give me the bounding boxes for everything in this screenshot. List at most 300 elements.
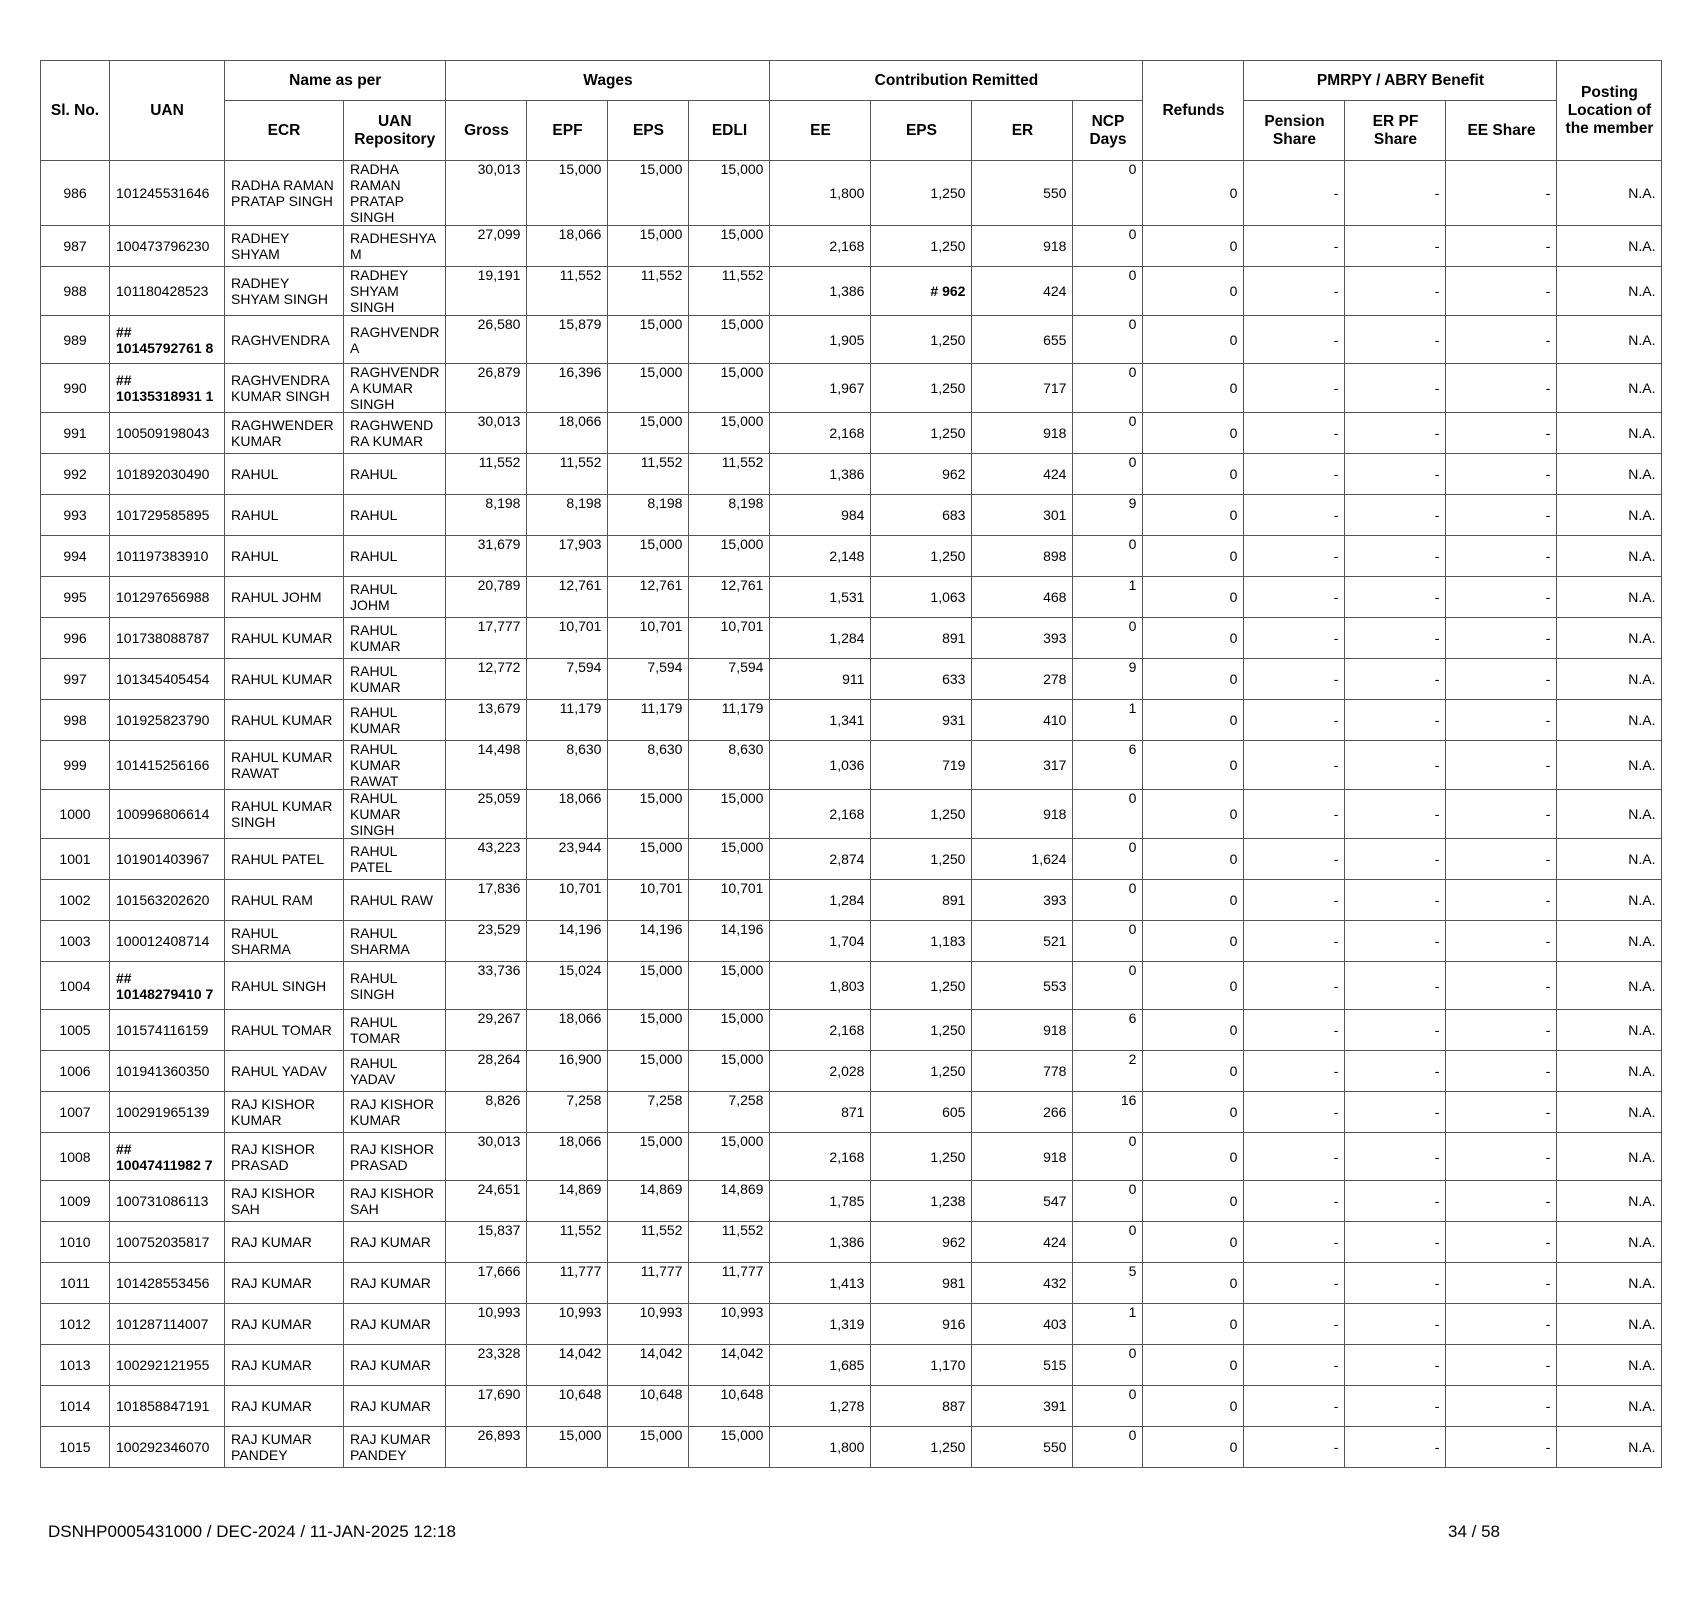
cell-wage-eps: 15,000 — [608, 1133, 689, 1181]
cell-pension-share: - — [1244, 1304, 1345, 1345]
cell-pension-share: - — [1244, 1181, 1345, 1222]
cell-wage-edli: 11,552 — [689, 267, 770, 316]
cell-contribution-ee: 1,386 — [770, 1222, 871, 1263]
cell-contribution-ee: 2,168 — [770, 1133, 871, 1181]
cell-contribution-er: 547 — [972, 1181, 1073, 1222]
table-row — [41, 790, 1662, 839]
cell-contribution-ee: 1,685 — [770, 1345, 871, 1386]
cell-contribution-eps: 633 — [871, 659, 972, 700]
cell-contribution-ee: 2,168 — [770, 413, 871, 454]
header-er-pf-share: ER PF Share — [1345, 101, 1446, 161]
cell-contribution-er: 424 — [972, 267, 1073, 316]
table-row — [41, 1092, 1662, 1133]
cell-er-pf-share: - — [1345, 1386, 1446, 1427]
table-row — [41, 1051, 1662, 1092]
cell-uan: 101738088787 — [110, 618, 225, 659]
page-number: 34 / 58 — [1448, 1522, 1500, 1541]
cell-sl-no: 1007 — [41, 1092, 110, 1133]
cell-ncp-days: 0 — [1073, 267, 1143, 316]
cell-wage-eps: 15,000 — [608, 1010, 689, 1051]
cell-contribution-er: 410 — [972, 700, 1073, 741]
cell-pension-share: - — [1244, 316, 1345, 364]
cell-wage-gross: 10,993 — [446, 1304, 527, 1345]
cell-pension-share: - — [1244, 839, 1345, 880]
table-row — [41, 1222, 1662, 1263]
cell-name-ecr: RAJ KISHOR KUMAR — [225, 1092, 344, 1133]
cell-name-ecr: RADHEY SHYAM SINGH — [225, 267, 344, 316]
cell-wage-gross: 20,789 — [446, 577, 527, 618]
cell-name-uan-repository: RADHESHYA M — [344, 226, 446, 267]
cell-wage-edli: 10,701 — [689, 618, 770, 659]
cell-ncp-days: 9 — [1073, 495, 1143, 536]
cell-posting-location: N.A. — [1557, 1222, 1662, 1263]
cell-contribution-eps: 962 — [871, 454, 972, 495]
cell-contribution-ee: 1,785 — [770, 1181, 871, 1222]
cell-wage-gross: 30,013 — [446, 161, 527, 226]
cell-contribution-er: 266 — [972, 1092, 1073, 1133]
table-row — [41, 1386, 1662, 1427]
cell-refunds: 0 — [1143, 495, 1244, 536]
table-row — [41, 1010, 1662, 1051]
cell-posting-location: N.A. — [1557, 226, 1662, 267]
header-row-1 — [41, 61, 1662, 101]
cell-wage-epf: 11,552 — [527, 267, 608, 316]
cell-wage-gross: 26,580 — [446, 316, 527, 364]
cell-er-pf-share: - — [1345, 413, 1446, 454]
cell-uan: 101892030490 — [110, 454, 225, 495]
cell-name-uan-repository: RAJ KUMAR PANDEY — [344, 1427, 446, 1468]
table-row — [41, 364, 1662, 413]
cell-wage-eps: 11,552 — [608, 1222, 689, 1263]
cell-wage-epf: 14,042 — [527, 1345, 608, 1386]
table-row — [41, 1181, 1662, 1222]
cell-name-uan-repository: RAJ KISHOR SAH — [344, 1181, 446, 1222]
cell-ee-share: - — [1446, 364, 1557, 413]
cell-contribution-eps: 1,250 — [871, 1051, 972, 1092]
cell-pension-share: - — [1244, 659, 1345, 700]
cell-er-pf-share: - — [1345, 1181, 1446, 1222]
cell-wage-gross: 43,223 — [446, 839, 527, 880]
cell-contribution-eps: # 962 — [871, 267, 972, 316]
cell-name-uan-repository: RAHUL SHARMA — [344, 921, 446, 962]
cell-ee-share: - — [1446, 880, 1557, 921]
cell-pension-share: - — [1244, 921, 1345, 962]
cell-refunds: 0 — [1143, 618, 1244, 659]
cell-pension-share: - — [1244, 495, 1345, 536]
cell-wage-edli: 15,000 — [689, 316, 770, 364]
cell-wage-epf: 11,777 — [527, 1263, 608, 1304]
cell-wage-eps: 14,042 — [608, 1345, 689, 1386]
cell-sl-no: 1009 — [41, 1181, 110, 1222]
cell-posting-location: N.A. — [1557, 659, 1662, 700]
cell-refunds: 0 — [1143, 267, 1244, 316]
header-gross: Gross — [446, 101, 527, 161]
table-row — [41, 1133, 1662, 1181]
cell-posting-location: N.A. — [1557, 536, 1662, 577]
cell-uan: 100509198043 — [110, 413, 225, 454]
cell-ncp-days: 0 — [1073, 226, 1143, 267]
cell-ee-share: - — [1446, 1263, 1557, 1304]
cell-name-uan-repository: RAHUL YADAV — [344, 1051, 446, 1092]
cell-ee-share: - — [1446, 700, 1557, 741]
table-row — [41, 700, 1662, 741]
table-row — [41, 267, 1662, 316]
header-ecr: ECR — [225, 101, 344, 161]
cell-wage-eps: 11,552 — [608, 454, 689, 495]
cell-contribution-ee: 911 — [770, 659, 871, 700]
table-row — [41, 161, 1662, 226]
cell-wage-edli: 15,000 — [689, 839, 770, 880]
cell-name-ecr: RAJ KUMAR — [225, 1222, 344, 1263]
cell-pension-share: - — [1244, 364, 1345, 413]
cell-refunds: 0 — [1143, 1092, 1244, 1133]
cell-contribution-ee: 1,803 — [770, 962, 871, 1010]
cell-contribution-er: 655 — [972, 316, 1073, 364]
cell-contribution-ee: 2,028 — [770, 1051, 871, 1092]
cell-ee-share: - — [1446, 316, 1557, 364]
cell-wage-epf: 10,648 — [527, 1386, 608, 1427]
cell-wage-eps: 14,869 — [608, 1181, 689, 1222]
cell-contribution-eps: 916 — [871, 1304, 972, 1345]
cell-wage-edli: 10,648 — [689, 1386, 770, 1427]
header-epf: EPF — [527, 101, 608, 161]
cell-posting-location: N.A. — [1557, 1133, 1662, 1181]
cell-contribution-ee: 1,386 — [770, 454, 871, 495]
cell-ee-share: - — [1446, 1386, 1557, 1427]
cell-sl-no: 996 — [41, 618, 110, 659]
cell-posting-location: N.A. — [1557, 921, 1662, 962]
cell-name-ecr: RAHUL YADAV — [225, 1051, 344, 1092]
cell-name-uan-repository: RADHEY SHYAM SINGH — [344, 267, 446, 316]
cell-contribution-eps: 931 — [871, 700, 972, 741]
cell-refunds: 0 — [1143, 226, 1244, 267]
cell-contribution-ee: 1,386 — [770, 267, 871, 316]
cell-wage-epf: 14,869 — [527, 1181, 608, 1222]
header-row-2 — [41, 101, 1662, 161]
cell-contribution-eps: 1,250 — [871, 1133, 972, 1181]
cell-wage-eps: 15,000 — [608, 839, 689, 880]
cell-wage-edli: 7,258 — [689, 1092, 770, 1133]
cell-ncp-days: 9 — [1073, 659, 1143, 700]
cell-contribution-er: 515 — [972, 1345, 1073, 1386]
cell-wage-edli: 12,761 — [689, 577, 770, 618]
table-row — [41, 921, 1662, 962]
cell-sl-no: 1006 — [41, 1051, 110, 1092]
cell-sl-no: 989 — [41, 316, 110, 364]
cell-pension-share: - — [1244, 536, 1345, 577]
cell-name-uan-repository: RAHUL KUMAR RAWAT — [344, 741, 446, 790]
cell-wage-gross: 11,552 — [446, 454, 527, 495]
cell-name-ecr: RAHUL — [225, 495, 344, 536]
cell-ncp-days: 0 — [1073, 618, 1143, 659]
cell-sl-no: 1011 — [41, 1263, 110, 1304]
header-refunds: Refunds — [1143, 61, 1244, 161]
cell-uan: 100291965139 — [110, 1092, 225, 1133]
cell-wage-epf: 10,701 — [527, 880, 608, 921]
header-pension-share: Pension Share — [1244, 101, 1345, 161]
cell-er-pf-share: - — [1345, 536, 1446, 577]
cell-contribution-er: 1,624 — [972, 839, 1073, 880]
header-ncp-days: NCP Days — [1073, 101, 1143, 161]
header-er: ER — [972, 101, 1073, 161]
cell-ee-share: - — [1446, 1222, 1557, 1263]
cell-contribution-eps: 962 — [871, 1222, 972, 1263]
cell-pension-share: - — [1244, 267, 1345, 316]
cell-posting-location: N.A. — [1557, 700, 1662, 741]
cell-pension-share: - — [1244, 454, 1345, 495]
cell-ee-share: - — [1446, 267, 1557, 316]
cell-uan: 101729585895 — [110, 495, 225, 536]
cell-ncp-days: 0 — [1073, 536, 1143, 577]
cell-wage-edli: 11,777 — [689, 1263, 770, 1304]
cell-uan: 101287114007 — [110, 1304, 225, 1345]
cell-contribution-eps: 1,063 — [871, 577, 972, 618]
cell-uan: 100996806614 — [110, 790, 225, 839]
cell-pension-share: - — [1244, 1051, 1345, 1092]
cell-sl-no: 1015 — [41, 1427, 110, 1468]
cell-sl-no: 1008 — [41, 1133, 110, 1181]
cell-wage-epf: 18,066 — [527, 413, 608, 454]
cell-refunds: 0 — [1143, 413, 1244, 454]
cell-wage-epf: 16,396 — [527, 364, 608, 413]
cell-name-uan-repository: RAJ KUMAR — [344, 1345, 446, 1386]
cell-wage-epf: 15,024 — [527, 962, 608, 1010]
cell-contribution-ee: 871 — [770, 1092, 871, 1133]
cell-contribution-er: 424 — [972, 1222, 1073, 1263]
cell-wage-epf: 7,594 — [527, 659, 608, 700]
cell-uan: ## 10145792761 8 — [110, 316, 225, 364]
cell-wage-eps: 15,000 — [608, 226, 689, 267]
cell-pension-share: - — [1244, 1386, 1345, 1427]
cell-ncp-days: 0 — [1073, 790, 1143, 839]
cell-contribution-eps: 719 — [871, 741, 972, 790]
cell-sl-no: 987 — [41, 226, 110, 267]
cell-contribution-er: 553 — [972, 962, 1073, 1010]
cell-refunds: 0 — [1143, 700, 1244, 741]
cell-wage-gross: 29,267 — [446, 1010, 527, 1051]
cell-contribution-eps: 1,250 — [871, 413, 972, 454]
cell-ee-share: - — [1446, 839, 1557, 880]
cell-wage-edli: 15,000 — [689, 364, 770, 413]
cell-posting-location: N.A. — [1557, 1263, 1662, 1304]
cell-wage-eps: 10,993 — [608, 1304, 689, 1345]
cell-contribution-er: 550 — [972, 161, 1073, 226]
header-sl-no: Sl. No. — [41, 61, 110, 161]
cell-name-uan-repository: RAHUL RAW — [344, 880, 446, 921]
cell-wage-eps: 10,701 — [608, 618, 689, 659]
cell-sl-no: 1014 — [41, 1386, 110, 1427]
cell-contribution-eps: 683 — [871, 495, 972, 536]
cell-ncp-days: 1 — [1073, 700, 1143, 741]
cell-contribution-ee: 2,148 — [770, 536, 871, 577]
cell-uan: 101428553456 — [110, 1263, 225, 1304]
cell-contribution-er: 301 — [972, 495, 1073, 536]
cell-wage-eps: 12,761 — [608, 577, 689, 618]
cell-posting-location: N.A. — [1557, 577, 1662, 618]
cell-ee-share: - — [1446, 1345, 1557, 1386]
table-row — [41, 577, 1662, 618]
cell-wage-edli: 11,179 — [689, 700, 770, 741]
cell-wage-eps: 7,594 — [608, 659, 689, 700]
cell-sl-no: 991 — [41, 413, 110, 454]
cell-contribution-er: 393 — [972, 618, 1073, 659]
cell-wage-eps: 11,552 — [608, 267, 689, 316]
cell-wage-gross: 17,690 — [446, 1386, 527, 1427]
cell-contribution-ee: 1,800 — [770, 161, 871, 226]
cell-uan: 100292121955 — [110, 1345, 225, 1386]
table-row — [41, 1304, 1662, 1345]
cell-posting-location: N.A. — [1557, 1010, 1662, 1051]
cell-wage-eps: 15,000 — [608, 536, 689, 577]
cell-wage-edli: 15,000 — [689, 790, 770, 839]
cell-uan: 101297656988 — [110, 577, 225, 618]
cell-contribution-er: 778 — [972, 1051, 1073, 1092]
cell-name-uan-repository: RAHUL KUMAR — [344, 659, 446, 700]
cell-sl-no: 1013 — [41, 1345, 110, 1386]
cell-er-pf-share: - — [1345, 364, 1446, 413]
cell-contribution-ee: 2,168 — [770, 790, 871, 839]
cell-wage-eps: 8,630 — [608, 741, 689, 790]
cell-name-uan-repository: RAHUL — [344, 536, 446, 577]
cell-wage-edli: 15,000 — [689, 226, 770, 267]
cell-refunds: 0 — [1143, 364, 1244, 413]
cell-name-uan-repository: RAHUL — [344, 454, 446, 495]
cell-wage-gross: 19,191 — [446, 267, 527, 316]
header-posting-location: Posting Location of the member — [1557, 61, 1662, 161]
cell-er-pf-share: - — [1345, 1345, 1446, 1386]
cell-posting-location: N.A. — [1557, 1427, 1662, 1468]
cell-posting-location: N.A. — [1557, 1181, 1662, 1222]
cell-wage-edli: 15,000 — [689, 1010, 770, 1051]
cell-posting-location: N.A. — [1557, 161, 1662, 226]
cell-wage-epf: 15,000 — [527, 161, 608, 226]
cell-contribution-ee: 2,168 — [770, 226, 871, 267]
cell-uan: ## 10047411982 7 — [110, 1133, 225, 1181]
cell-wage-gross: 26,879 — [446, 364, 527, 413]
cell-er-pf-share: - — [1345, 700, 1446, 741]
cell-ee-share: - — [1446, 741, 1557, 790]
cell-wage-epf: 12,761 — [527, 577, 608, 618]
cell-wage-eps: 15,000 — [608, 413, 689, 454]
cell-ee-share: - — [1446, 536, 1557, 577]
cell-name-ecr: RAHUL KUMAR SINGH — [225, 790, 344, 839]
cell-contribution-ee: 1,413 — [770, 1263, 871, 1304]
cell-wage-edli: 7,594 — [689, 659, 770, 700]
cell-sl-no: 993 — [41, 495, 110, 536]
cell-name-uan-repository: RAHUL KUMAR — [344, 618, 446, 659]
cell-contribution-ee: 1,905 — [770, 316, 871, 364]
cell-er-pf-share: - — [1345, 880, 1446, 921]
cell-wage-edli: 14,042 — [689, 1345, 770, 1386]
cell-uan: 100731086113 — [110, 1181, 225, 1222]
cell-er-pf-share: - — [1345, 1051, 1446, 1092]
cell-wage-gross: 24,651 — [446, 1181, 527, 1222]
cell-uan: ## 10135318931 1 — [110, 364, 225, 413]
cell-wage-eps: 15,000 — [608, 790, 689, 839]
table-row — [41, 880, 1662, 921]
cell-er-pf-share: - — [1345, 454, 1446, 495]
cell-uan: 100012408714 — [110, 921, 225, 962]
cell-ncp-days: 0 — [1073, 364, 1143, 413]
cell-wage-eps: 11,179 — [608, 700, 689, 741]
cell-er-pf-share: - — [1345, 226, 1446, 267]
cell-contribution-ee: 1,284 — [770, 880, 871, 921]
cell-pension-share: - — [1244, 1092, 1345, 1133]
cell-posting-location: N.A. — [1557, 454, 1662, 495]
cell-name-ecr: RAHUL — [225, 536, 344, 577]
cell-wage-edli: 15,000 — [689, 161, 770, 226]
cell-ee-share: - — [1446, 1010, 1557, 1051]
cell-refunds: 0 — [1143, 1051, 1244, 1092]
cell-name-uan-repository: RAGHVENDR A — [344, 316, 446, 364]
cell-refunds: 0 — [1143, 1010, 1244, 1051]
cell-sl-no: 1000 — [41, 790, 110, 839]
header-contribution-eps: EPS — [871, 101, 972, 161]
cell-contribution-ee: 1,800 — [770, 1427, 871, 1468]
cell-name-ecr: RAHUL TOMAR — [225, 1010, 344, 1051]
cell-contribution-er: 918 — [972, 226, 1073, 267]
cell-uan: ## 10148279410 7 — [110, 962, 225, 1010]
header-eps: EPS — [608, 101, 689, 161]
cell-pension-share: - — [1244, 962, 1345, 1010]
cell-ncp-days: 0 — [1073, 1181, 1143, 1222]
cell-contribution-er: 550 — [972, 1427, 1073, 1468]
cell-contribution-eps: 891 — [871, 618, 972, 659]
cell-wage-eps: 15,000 — [608, 364, 689, 413]
cell-contribution-eps: 1,238 — [871, 1181, 972, 1222]
cell-name-uan-repository: RAJ KUMAR — [344, 1222, 446, 1263]
cell-posting-location: N.A. — [1557, 1345, 1662, 1386]
cell-name-ecr: RAJ KUMAR PANDEY — [225, 1427, 344, 1468]
cell-contribution-eps: 1,250 — [871, 364, 972, 413]
cell-refunds: 0 — [1143, 921, 1244, 962]
cell-posting-location: N.A. — [1557, 618, 1662, 659]
cell-contribution-ee: 1,967 — [770, 364, 871, 413]
cell-er-pf-share: - — [1345, 741, 1446, 790]
cell-er-pf-share: - — [1345, 577, 1446, 618]
cell-wage-eps: 15,000 — [608, 962, 689, 1010]
table-row — [41, 1427, 1662, 1468]
cell-contribution-ee: 984 — [770, 495, 871, 536]
cell-wage-epf: 11,179 — [527, 700, 608, 741]
cell-name-ecr: RAHUL KUMAR — [225, 618, 344, 659]
cell-uan: 100752035817 — [110, 1222, 225, 1263]
cell-er-pf-share: - — [1345, 1222, 1446, 1263]
cell-contribution-ee: 2,874 — [770, 839, 871, 880]
cell-refunds: 0 — [1143, 962, 1244, 1010]
cell-ncp-days: 0 — [1073, 413, 1143, 454]
cell-posting-location: N.A. — [1557, 790, 1662, 839]
cell-wage-epf: 8,630 — [527, 741, 608, 790]
cell-er-pf-share: - — [1345, 1133, 1446, 1181]
cell-name-uan-repository: RAHUL TOMAR — [344, 1010, 446, 1051]
cell-er-pf-share: - — [1345, 659, 1446, 700]
cell-contribution-eps: 1,250 — [871, 316, 972, 364]
cell-er-pf-share: - — [1345, 316, 1446, 364]
cell-ee-share: - — [1446, 962, 1557, 1010]
cell-pension-share: - — [1244, 880, 1345, 921]
cell-sl-no: 1012 — [41, 1304, 110, 1345]
cell-name-uan-repository: RADHA RAMAN PRATAP SINGH — [344, 161, 446, 226]
cell-contribution-eps: 605 — [871, 1092, 972, 1133]
cell-name-ecr: RAJ KISHOR SAH — [225, 1181, 344, 1222]
cell-sl-no: 990 — [41, 364, 110, 413]
cell-sl-no: 988 — [41, 267, 110, 316]
cell-refunds: 0 — [1143, 839, 1244, 880]
cell-name-ecr: RAHUL PATEL — [225, 839, 344, 880]
cell-refunds: 0 — [1143, 1304, 1244, 1345]
cell-wage-gross: 30,013 — [446, 413, 527, 454]
